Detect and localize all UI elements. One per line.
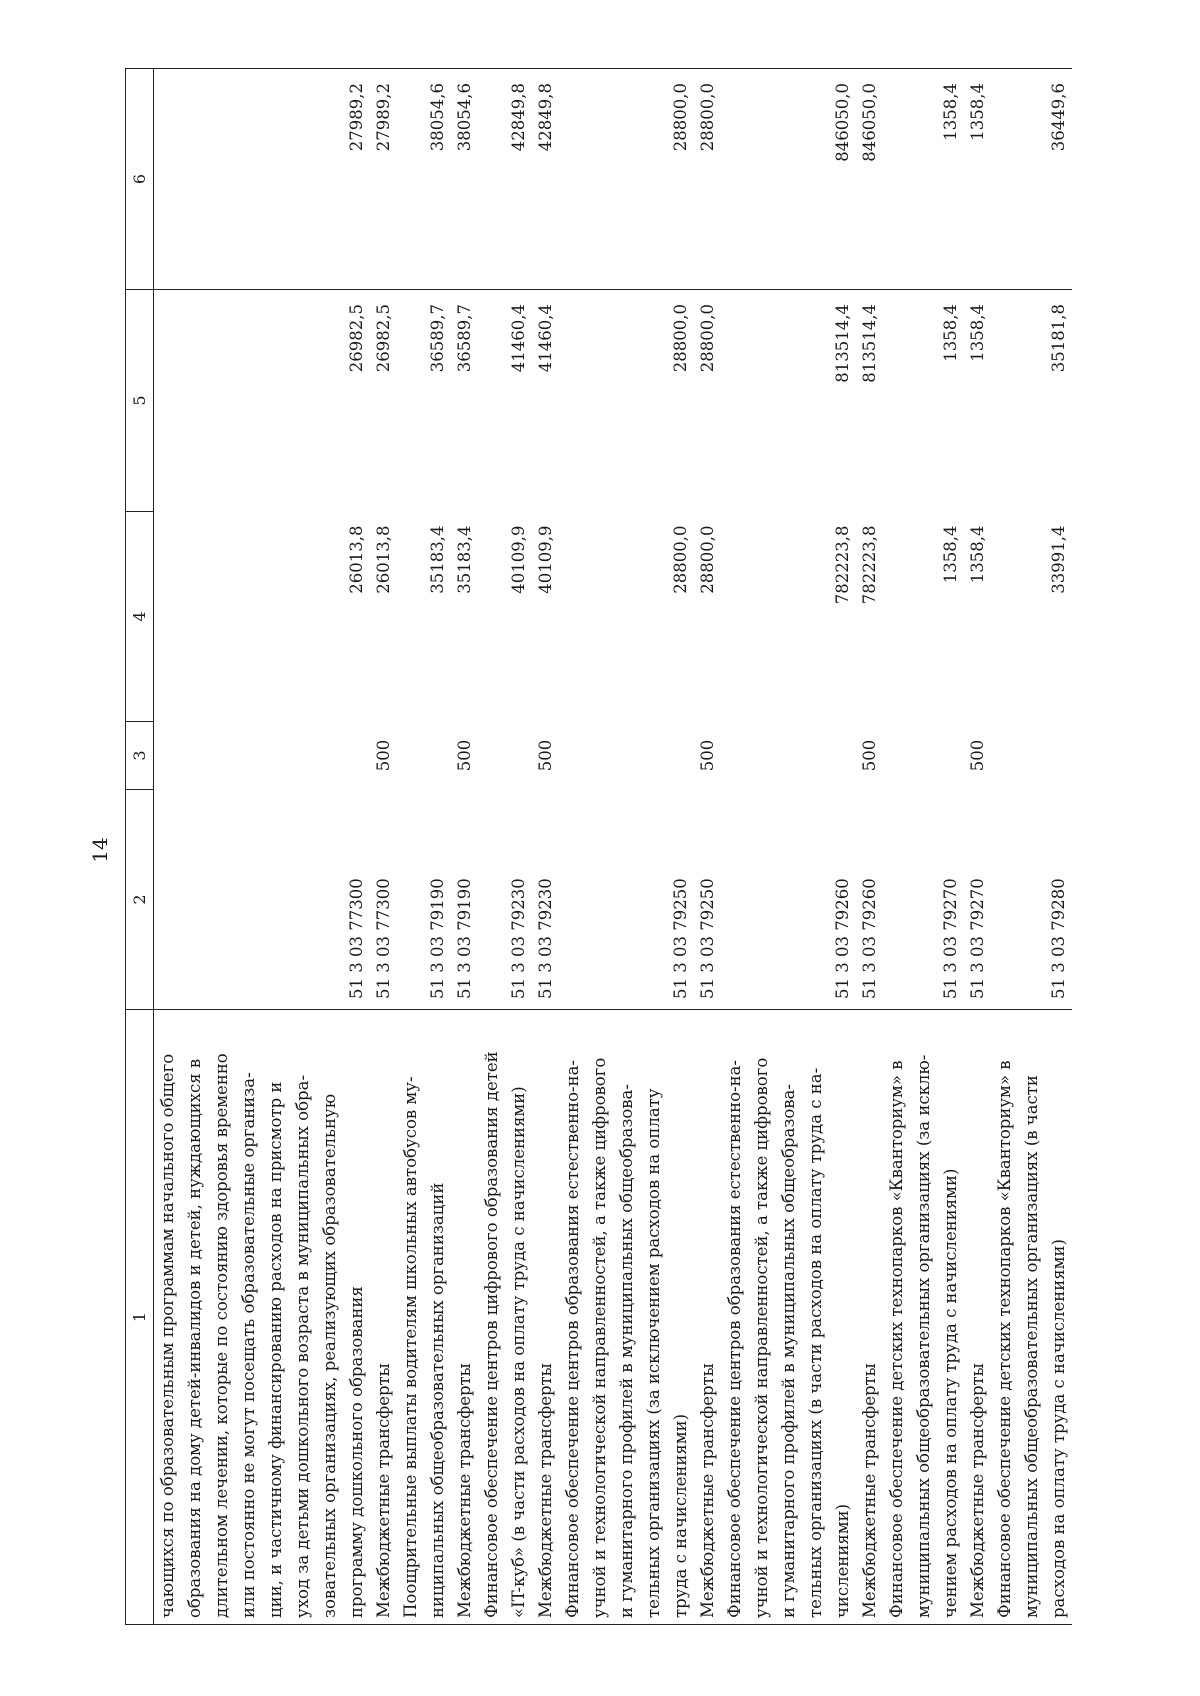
row-expense-type [559,722,694,790]
table-row [721,69,856,1625]
row-name-line: тельных организациях (в части расходов на оплату труда с на- [806,1067,825,1618]
row-expense-type-value: 500 [536,739,555,772]
row-value-col6-value: 1358,4 [968,83,987,141]
row-value-col5-value: 26982,5 [347,304,366,373]
row-name-line: Финансовое обеспечение центров образования естественно-на- [563,1060,582,1618]
row-name-line: Финансовое обеспечение детских технопарков «Кванториум» в [887,1060,906,1618]
row-value-col4-value: 35183,4 [455,525,474,594]
row-value-col4-value: 33991,4 [1049,525,1068,594]
row-value-col5 [964,290,991,512]
row-name-line: Финансовое обеспечение детских технопарков «Кванториум» в [995,1060,1014,1618]
row-value-col4 [451,512,478,722]
row-code-value: 51 3 03 79270 [941,878,960,999]
row-expense-type [370,722,397,790]
row-expense-type [721,722,856,790]
row-name-line: или постоянно не могут посещать образовательные организа- [239,1072,258,1618]
row-value-col5-value: 36589,7 [428,304,447,373]
row-name-line: Финансовое обеспечение центров образования естественно-на- [725,1060,744,1618]
column-header-5: 5 [126,290,154,512]
row-value-col4 [559,512,694,722]
row-value-col4 [964,512,991,722]
row-name-line: ниципальных общеобразовательных организаций [428,1182,447,1618]
row-value-col5 [991,290,1072,512]
row-name-line: Межбюджетные трансферты [860,1363,879,1618]
row-code [964,790,991,1010]
row-value-col6-value: 38054,6 [455,83,474,152]
row-name-line: «IT-куб» (в части расходов на оплату труда с начислениями) [509,1086,528,1618]
row-code [451,790,478,1010]
row-value-col6-value: 27989,2 [347,83,366,152]
row-value-col6 [964,69,991,290]
row-name [370,1010,397,1625]
column-header-1: 1 [126,1010,154,1625]
row-expense-type [532,722,559,790]
row-name-line: и гуманитарного профилей в муниципальных общеобразова- [617,1084,636,1618]
row-value-col6 [478,69,532,290]
row-value-col4 [883,512,964,722]
row-name-line: труда с начислениями) [671,1413,690,1618]
row-code-value: 51 3 03 79260 [860,878,879,999]
row-value-col4-value: 28800,0 [671,525,690,594]
row-expense-type [964,722,991,790]
row-value-col4-value: 40109,9 [536,525,555,594]
row-value-col4 [478,512,532,722]
row-value-col4-value: 782223,8 [860,525,879,605]
row-value-col4 [721,512,856,722]
row-value-col6 [856,69,883,290]
row-value-col5-value: 41460,4 [536,304,555,373]
table-row [451,69,478,1625]
row-name-line: чением расходов на оплату труда с начислениями) [941,1168,960,1618]
row-value-col6-value: 36449,6 [1049,83,1068,152]
row-code-value: 51 3 03 77300 [347,878,366,999]
row-code [721,790,856,1010]
row-expense-type [154,722,371,790]
row-expense-type [478,722,532,790]
row-code [856,790,883,1010]
row-code [154,790,371,1010]
row-name [532,1010,559,1625]
row-value-col4 [991,512,1072,722]
row-code-value: 51 3 03 79260 [833,878,852,999]
row-value-col5-value: 35181,8 [1049,304,1068,373]
row-code [370,790,397,1010]
row-code-value: 51 3 03 79190 [428,878,447,999]
row-code-value: 51 3 03 79230 [509,878,528,999]
row-expense-type-value: 500 [860,739,879,772]
row-name-line: муниципальных общеобразовательных организациях (в части [1022,1075,1041,1618]
row-expense-type-value: 500 [374,739,393,772]
row-expense-type-value: 500 [455,739,474,772]
table-row [883,69,964,1625]
row-name [397,1010,451,1625]
row-name-line: учной и технологической направленностей, а также цифрового [752,1057,771,1618]
column-header-6: 6 [126,69,154,290]
row-expense-type [451,722,478,790]
row-value-col4-value: 782223,8 [833,525,852,605]
row-expense-type [883,722,964,790]
row-name [991,1010,1072,1625]
row-name-line: муниципальных общеобразовательных организациях (за исклю- [914,1054,933,1618]
row-name [721,1010,856,1625]
row-code [559,790,694,1010]
row-value-col5 [721,290,856,512]
row-name-line: учной и технологической направленностей, а также цифрового [590,1057,609,1618]
header-row [126,69,154,1625]
row-value-col5-value: 28800,0 [698,304,717,373]
row-value-col6-value: 28800,0 [671,83,690,152]
row-value-col5-value: 26982,5 [374,304,393,373]
row-value-col6 [991,69,1072,290]
row-name [451,1010,478,1625]
table-row [154,69,371,1625]
row-name-line: уход за детьми дошкольного возраста в муниципальных обра- [293,1074,312,1618]
row-value-col5-value: 41460,4 [509,304,528,373]
table-body [154,69,1073,1625]
row-value-col6 [397,69,451,290]
table-row [964,69,991,1625]
row-value-col6 [370,69,397,290]
row-value-col6-value: 28800,0 [698,83,717,152]
row-value-col6-value: 846050,0 [833,83,852,162]
row-name-line: Межбюджетные трансферты [698,1363,717,1618]
budget-table [125,68,1072,1625]
row-name-line: Финансовое обеспечение центров цифрового образования детей [482,1051,501,1618]
row-name-line: чающихся по образовательным программам начального общего [158,1053,177,1618]
row-value-col4-value: 1358,4 [941,525,960,584]
row-expense-type-value: 500 [968,739,987,772]
page-number: 14 [88,837,112,863]
row-code-value: 51 3 03 77300 [374,878,393,999]
row-name-line: Межбюджетные трансферты [374,1363,393,1618]
row-value-col5-value: 1358,4 [941,304,960,362]
row-value-col6 [694,69,721,290]
row-value-col5-value: 1358,4 [968,304,987,362]
row-name-line: расходов на оплату труда с начислениями) [1049,1239,1068,1618]
row-value-col5 [451,290,478,512]
row-code [883,790,964,1010]
column-header-2: 2 [126,790,154,1010]
row-value-col5 [559,290,694,512]
table-row [397,69,451,1625]
row-expense-type [991,722,1072,790]
row-code-value: 51 3 03 79250 [671,878,690,999]
row-name-line: числениями) [833,1503,852,1618]
row-code-value: 51 3 03 79190 [455,878,474,999]
row-name [154,1010,371,1625]
row-value-col6-value: 27989,2 [374,83,393,152]
row-name-line: Межбюджетные трансферты [536,1363,555,1618]
row-value-col5 [370,290,397,512]
row-name-line: Межбюджетные трансферты [968,1363,987,1618]
row-value-col5 [154,290,371,512]
row-value-col4 [154,512,371,722]
row-name-line: длительном лечении, которые по состоянию здоровья временно [212,1053,231,1618]
row-value-col5-value: 813514,4 [833,304,852,383]
table-row [559,69,694,1625]
row-name [883,1010,964,1625]
row-value-col5 [694,290,721,512]
row-value-col5-value: 36589,7 [455,304,474,373]
row-name [478,1010,532,1625]
row-name-line: зовательных организациях, реализующих образовательную [320,1093,339,1618]
row-value-col6 [559,69,694,290]
row-code-value: 51 3 03 79270 [968,878,987,999]
row-value-col5 [856,290,883,512]
row-value-col6 [721,69,856,290]
row-name-line: образования на дому детей-инвалидов и детей, нуждающихся в [185,1058,204,1618]
row-name [559,1010,694,1625]
row-code [478,790,532,1010]
row-value-col6-value: 846050,0 [860,83,879,162]
row-value-col4-value: 1358,4 [968,525,987,584]
row-value-col5 [883,290,964,512]
row-expense-type [856,722,883,790]
rotated-table-container [125,69,1152,1625]
table-row [694,69,721,1625]
row-value-col6-value: 42849,8 [536,83,555,152]
table-row [370,69,397,1625]
row-value-col6 [883,69,964,290]
row-name-line: Межбюджетные трансферты [455,1363,474,1618]
table-row [856,69,883,1625]
row-value-col5-value: 28800,0 [671,304,690,373]
row-value-col5-value: 813514,4 [860,304,879,383]
row-name-line: тельных организациях (за исключением расходов на оплату [644,1088,663,1618]
row-value-col6-value: 38054,6 [428,83,447,152]
row-value-col4-value: 26013,8 [374,525,393,594]
row-code [532,790,559,1010]
row-name-line: Поощрительные выплаты водителям школьных автобусов му- [401,1076,420,1618]
row-value-col6 [154,69,371,290]
table-row [532,69,559,1625]
row-value-col6-value: 1358,4 [941,83,960,141]
row-value-col4 [856,512,883,722]
row-code [397,790,451,1010]
table-row [991,69,1072,1625]
row-value-col5 [397,290,451,512]
row-name-line: и гуманитарного профилей в муниципальных общеобразова- [779,1084,798,1618]
row-value-col4-value: 35183,4 [428,525,447,594]
row-expense-type [694,722,721,790]
row-value-col4 [370,512,397,722]
row-value-col5 [532,290,559,512]
row-value-col4-value: 28800,0 [698,525,717,594]
row-code-value: 51 3 03 79280 [1049,878,1068,999]
row-expense-type-value: 500 [698,739,717,772]
row-value-col6 [451,69,478,290]
column-header-3: 3 [126,722,154,790]
row-value-col5 [478,290,532,512]
row-name-line: ции, и частичному финансированию расходов на присмотр и [266,1081,285,1618]
row-value-col4 [532,512,559,722]
row-value-col4-value: 26013,8 [347,525,366,594]
row-code [991,790,1072,1010]
row-name [856,1010,883,1625]
row-value-col4 [397,512,451,722]
row-code-value: 51 3 03 79230 [536,878,555,999]
row-code-value: 51 3 03 79250 [698,878,717,999]
row-name [964,1010,991,1625]
column-header-4: 4 [126,512,154,722]
row-value-col6-value: 42849,8 [509,83,528,152]
row-code [694,790,721,1010]
row-value-col4 [694,512,721,722]
table-row [478,69,532,1625]
row-value-col6 [532,69,559,290]
row-name [694,1010,721,1625]
row-expense-type [397,722,451,790]
row-value-col4-value: 40109,9 [509,525,528,594]
row-name-line: программу дошкольного образования [347,1286,366,1618]
